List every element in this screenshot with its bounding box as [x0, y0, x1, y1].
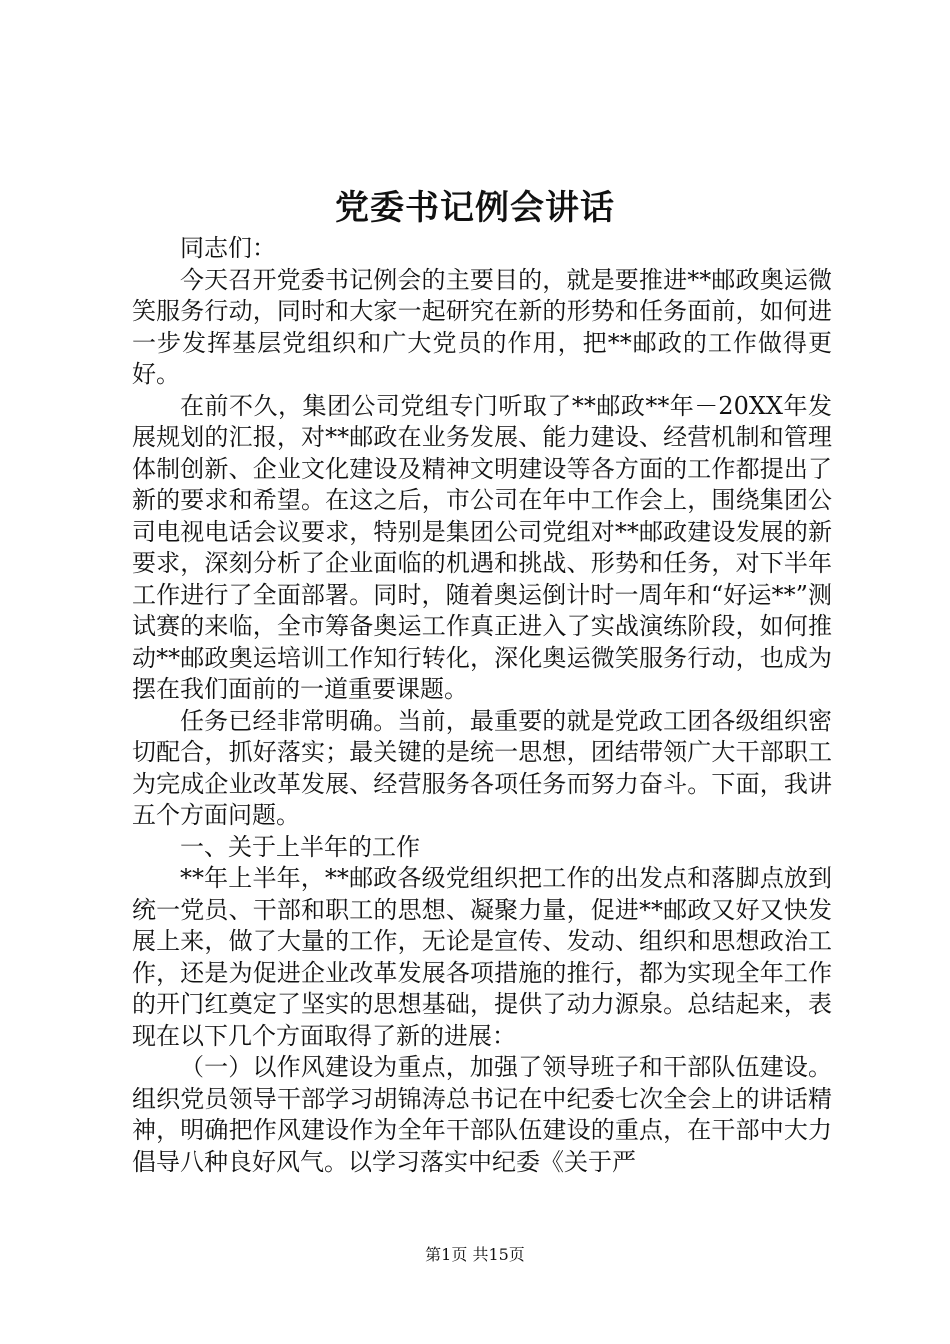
paragraph-purpose: 今天召开党委书记例会的主要目的，就是要推进**邮政奥运微笑服务行动，同时和大家一起研究在新的形势和任务面前，如何进一步发挥基层党组织和广大党员的作用，把**邮政的工作做得更好。: [132, 265, 832, 388]
paragraph-greeting: 同志们：: [180, 234, 276, 262]
document-title: 党委书记例会讲话: [335, 188, 615, 228]
paragraph-item-one: （一）以作风建设为重点，加强了领导班子和干部队伍建设。组织党员领导干部学习胡锦涛总书记在中纪委七次全会上的讲话精神，明确把作风建设作为全年干部队伍建设的重点，在干部中大力倡导八种良好风气。以学习落实中纪委《关于严: [132, 1053, 832, 1176]
paragraph-background: 在前不久，集团公司党组专门听取了**邮政**年－20XX年发展规划的汇报，对**邮政在业务发展、能力建设、经营机制和管理体制创新、企业文化建设及精神文明建设等各方面的工作都提出了新的要求和希望。在这之后，市公司在年中工作会上，围绕集团公司电视电话会议要求，特别是集团公司党组对**邮政建设发展的新要求，深刻分析了企业面临的机遇和挑战、形势和任务，对下半年工作进行了全面部署。同时，随着奥运倒计时一周年和“好运**”测试赛的来临，全市筹备奥运工作真正进入了实战演练阶段，如何推动**邮政奥运培训工作知行转化，深化奥运微笑服务行动，也成为摆在我们面前的一道重要课题。: [132, 391, 832, 703]
page-number-footer: 第1页 共15页: [425, 1245, 525, 1264]
paragraph-first-half-summary: **年上半年，**邮政各级党组织把工作的出发点和落脚点放到统一党员、干部和职工的思想、凝聚力量，促进**邮政又好又快发展上来，做了大量的工作，无论是宣传、发动、组织和思想政治工作，还是为促进企业改革发展各项措施的推行，都为实现全年工作的开门红奠定了坚实的思想基础，提供了动力源泉。总结起来，表现在以下几个方面取得了新的进展：: [132, 864, 832, 1050]
section-heading-first-half: 一、关于上半年的工作: [180, 832, 420, 861]
document-body: [132, 233, 832, 1178]
paragraph-tasks: 任务已经非常明确。当前，最重要的就是党政工团各级组织密切配合，抓好落实；最关键的是统一思想，团结带领广大干部职工为完成企业改革发展、经营服务各项任务而努力奋斗。下面，我讲五个方面问题。: [132, 706, 832, 829]
